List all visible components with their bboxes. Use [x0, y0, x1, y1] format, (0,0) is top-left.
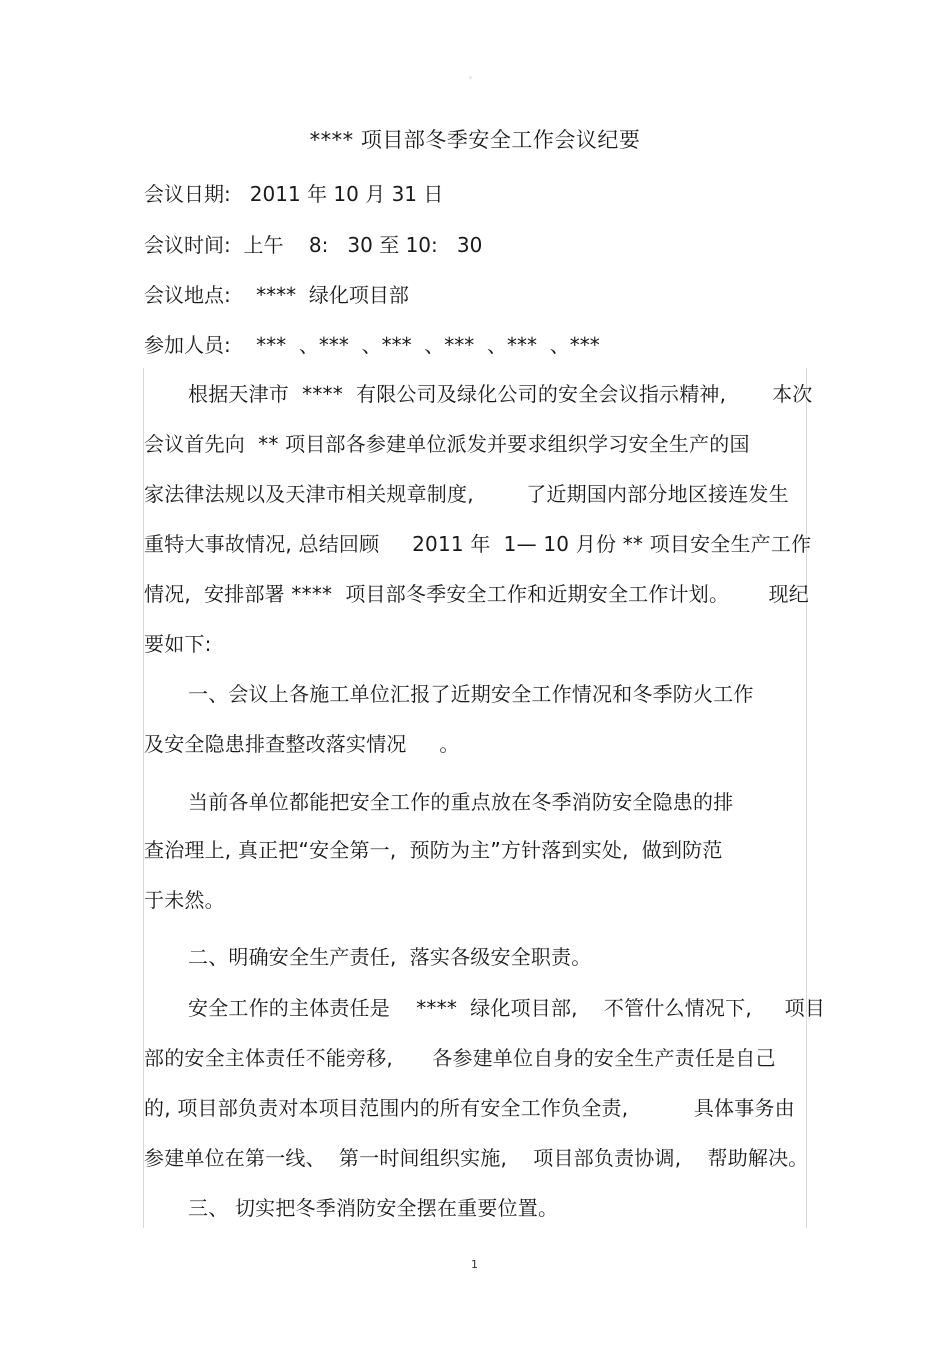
- body-line: 一、会议上各施工单位汇报了近期安全工作情况和冬季防火工作: [188, 682, 754, 706]
- body-line: 及安全隐患排查整改落实情况 。: [144, 732, 460, 756]
- body-line: 三、 切实把冬季消防安全摆在重要位置。: [188, 1196, 559, 1220]
- body-line: 部的安全主体责任不能旁移, 各参建单位自身的安全生产责任是自己: [144, 1046, 776, 1070]
- body-line: 根据天津市 **** 有限公司及绿化公司的安全会议指示精神, 本次: [188, 382, 813, 406]
- body-line: 参建单位在第一线、 第一时间组织实施, 项目部负责协调, 帮助解决。: [144, 1146, 809, 1170]
- body-line: 二、明确安全生产责任, 落实各级安全职责。: [188, 945, 592, 969]
- body-line: 会议首先向 ** 项目部各参建单位派发并要求组织学习安全生产的国: [144, 432, 750, 456]
- document-title: **** 项目部冬季安全工作会议纪要: [309, 128, 641, 152]
- body-line: 要如下:: [144, 632, 212, 656]
- margin-rule-right: [806, 368, 807, 1228]
- meeting-attendees: 参加人员: *** 、*** 、*** 、*** 、*** 、***: [144, 333, 600, 357]
- body-line: 当前各单位都能把安全工作的重点放在冬季消防安全隐患的排: [188, 790, 734, 814]
- meeting-date: 会议日期: 2011 年 10 月 31 日: [144, 182, 444, 206]
- body-line: 情况, 安排部署 **** 项目部冬季安全工作和近期安全工作计划。 现纪: [144, 582, 809, 606]
- body-line: 的, 项目部负责对本项目范围内的所有安全工作负全责, 具体事务由: [144, 1096, 795, 1120]
- body-line: 于未然。: [144, 888, 225, 912]
- body-line: 家法律法规以及天津市相关规章制度, 了近期国内部分地区接连发生: [144, 482, 789, 506]
- meeting-time: 会议时间: 上午 8: 30 至 10: 30: [144, 233, 483, 257]
- body-line: 安全工作的主体责任是 **** 绿化项目部, 不管什么情况下, 项目: [188, 996, 826, 1020]
- body-line: 重特大事故情况, 总结回顾 2011 年 1— 10 月份 ** 项目安全生产工作: [144, 532, 812, 556]
- page-number: 1: [471, 1258, 478, 1271]
- meeting-place: 会议地点: **** 绿化项目部: [144, 283, 409, 307]
- body-line: 查治理上, 真正把“安全第一, 预防为主”方针落到实处, 做到防范: [144, 838, 723, 862]
- top-mark: 。: [469, 71, 477, 80]
